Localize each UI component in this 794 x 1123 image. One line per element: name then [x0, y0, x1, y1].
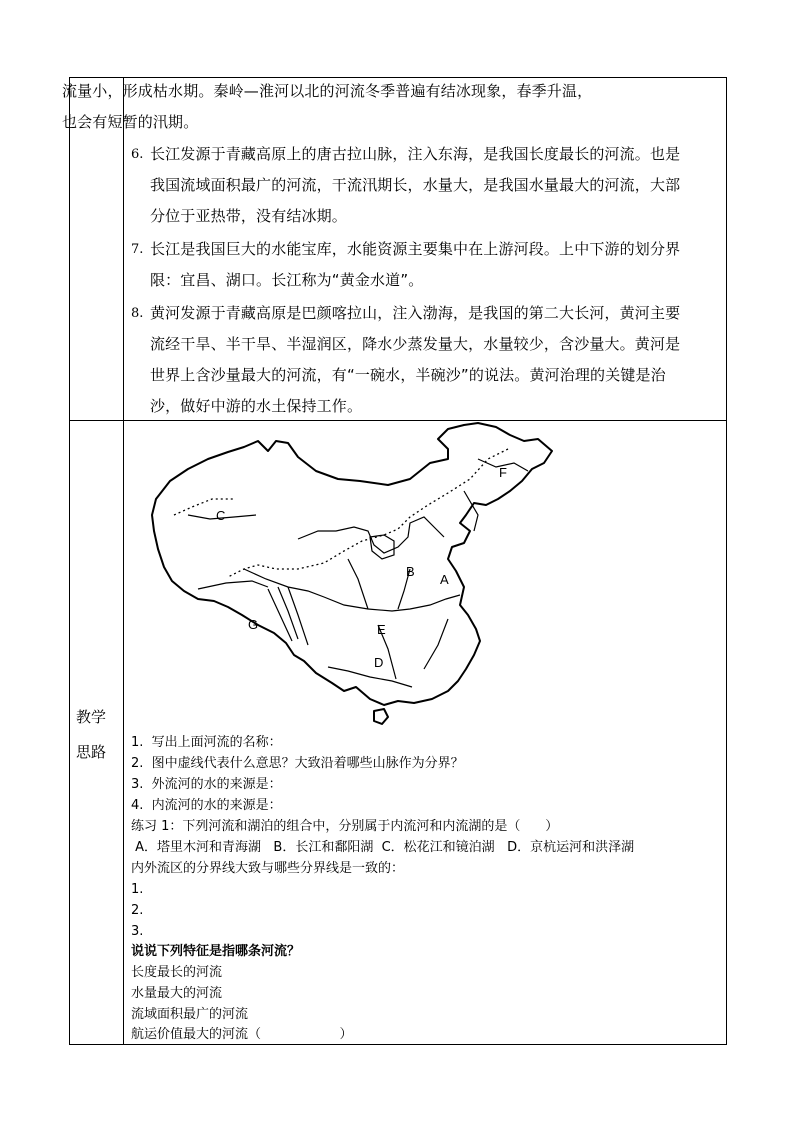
boundary-blank-2: 2.	[131, 903, 144, 918]
side-label-line-1: 教学	[76, 708, 107, 726]
question-2: 2. 图中虚线代表什么意思？大致沿着哪些山脉作为分界？	[131, 756, 464, 771]
nu-lancang	[268, 587, 308, 645]
feature-longest: 长度最长的河流	[131, 965, 223, 980]
china-river-map	[148, 419, 558, 729]
map-label-c: C	[216, 508, 226, 523]
boundary-question: 内外流区的分界线大致与哪些分界线是一致的：	[131, 861, 405, 876]
yellow-river-bend	[370, 535, 394, 559]
practice-options: A．塔里木河和青海湖 B．长江和鄱阳湖 C．松花江和镜泊湖 D．京杭运河和洪泽湖	[131, 840, 635, 855]
continuation-line-2: 也会有短暂的汛期。	[62, 113, 199, 131]
pearl-river	[328, 667, 412, 687]
item-8-line-1: 黄河发源于青藏高原是巴颜喀拉山，注入渤海，是我国的第二大长河，黄河主要	[150, 304, 681, 322]
item-6-line-1: 长江发源于青藏高原上的唐古拉山脉，注入东海，是我国长度最长的河流。也是	[150, 145, 681, 163]
item-number-6: 6.	[131, 147, 144, 162]
item-7-line-1: 长江是我国巨大的水能宝库，水能资源主要集中在上游河段。上中下游的划分界	[150, 240, 681, 258]
map-label-g: G	[248, 617, 259, 632]
inland-boundary	[228, 449, 508, 577]
yangtze-river	[244, 569, 460, 611]
yarlung-river	[198, 581, 268, 589]
item-8-line-3: 世界上含沙量最大的河流，有“一碗水，半碗沙”的说法。黄河治理的关键是治	[150, 366, 666, 384]
item-7-line-2: 限：宜昌、湖口。长江称为“黄金水道”。	[150, 271, 424, 289]
feature-navigation: 航运价值最大的河流（ ）	[131, 1027, 353, 1042]
feature-largest-volume: 水量最大的河流	[131, 986, 223, 1001]
side-label-line-2: 思路	[76, 743, 107, 761]
tributaries	[348, 491, 478, 679]
map-label-d: D	[374, 655, 384, 670]
map-label-f: F	[499, 465, 507, 480]
item-8-line-4: 沙，做好中游的水土保持工作。	[150, 397, 363, 415]
item-6-line-2: 我国流域面积最广的河流，干流汛期长，水量大，是我国水量最大的河流，大部	[150, 176, 681, 194]
map-label-a: A	[440, 572, 449, 587]
practice-question: 练习 1：下列河流和湖泊的组合中，分别属于内流河和内流湖的是（ ）	[131, 819, 559, 834]
column-divider	[123, 78, 124, 1044]
hainan-island	[374, 709, 388, 724]
boundary-blank-1: 1.	[131, 882, 144, 897]
item-6-line-3: 分位于亚热带，没有结冰期。	[150, 207, 347, 225]
continuation-line-1: 流量小，形成枯水期。秦岭—淮河以北的河流冬季普遍有结冰现象，春季升温，	[62, 82, 593, 100]
item-8-line-2: 流经干旱、半干旱、半湿润区，降水少蒸发量大，水量较少，含沙量大。黄河是	[150, 335, 681, 353]
question-3: 3. 外流河的水的来源是：	[131, 777, 282, 792]
map-label-e: E	[377, 622, 386, 637]
feature-widest-basin: 流域面积最广的河流	[131, 1007, 249, 1022]
map-label-b: B	[406, 564, 415, 579]
item-number-7: 7.	[131, 242, 144, 257]
item-number-8: 8.	[131, 306, 144, 321]
boundary-blank-3: 3.	[131, 924, 144, 939]
question-1: 1. 写出上面河流的名称：	[131, 735, 282, 750]
feature-heading: 说说下列特征是指哪条河流？	[131, 944, 301, 959]
question-4: 4. 内流河的水的来源是：	[131, 798, 282, 813]
